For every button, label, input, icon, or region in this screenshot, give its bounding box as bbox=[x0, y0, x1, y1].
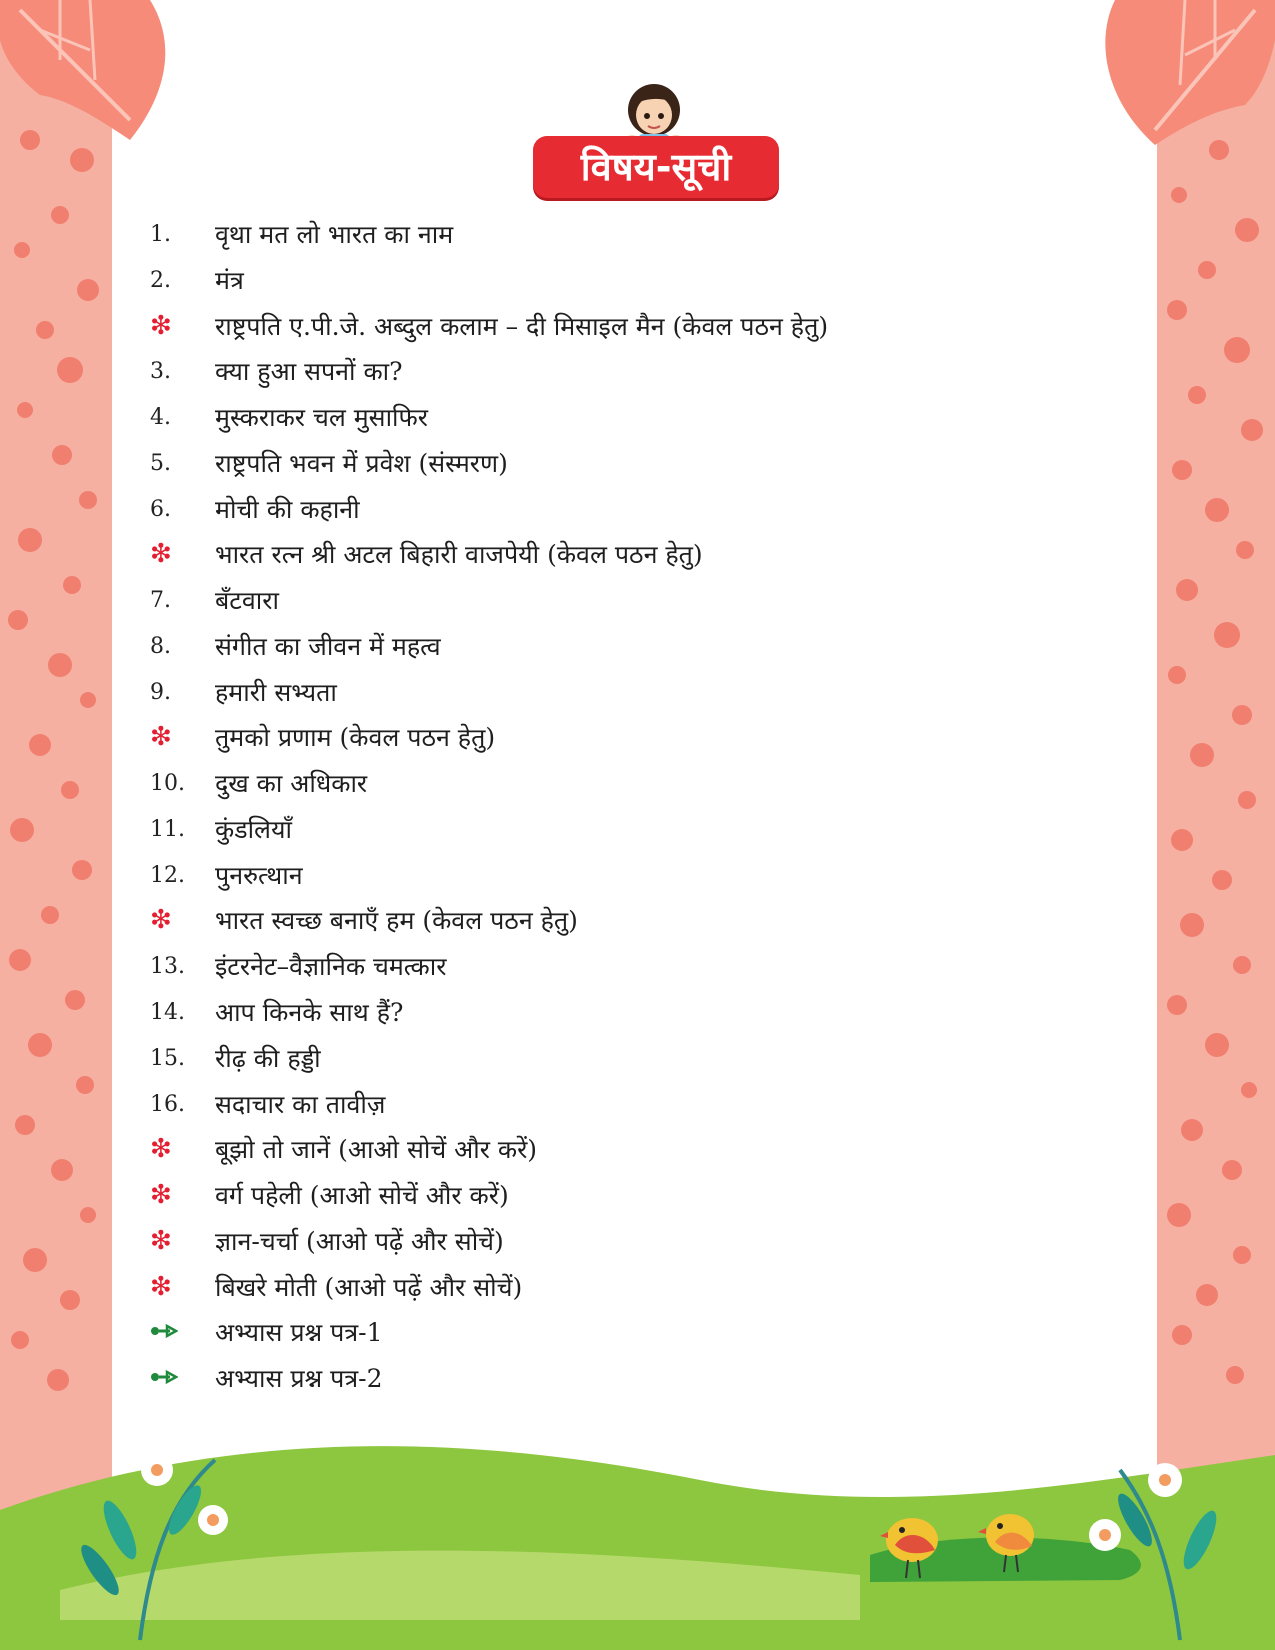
toc-title: भारत स्वच्छ बनाएँ हम (केवल पठन हेतु) bbox=[215, 906, 578, 935]
decor-dot bbox=[51, 1159, 73, 1181]
decor-dot bbox=[1233, 956, 1251, 974]
toc-entry[interactable] bbox=[150, 351, 403, 391]
decor-dot bbox=[1238, 791, 1256, 809]
toc-entry[interactable] bbox=[150, 306, 828, 346]
decor-dot bbox=[11, 1331, 29, 1349]
decor-dot bbox=[1167, 995, 1187, 1015]
decor-dot bbox=[1172, 460, 1192, 480]
decor-dot bbox=[41, 906, 59, 924]
toc-title: इंटरनेट–वैज्ञानिक चमत्कार bbox=[215, 952, 447, 981]
asterisk-flower-icon: ❇ bbox=[150, 1226, 172, 1256]
decor-dot bbox=[1235, 218, 1259, 242]
decor-dot bbox=[28, 1033, 52, 1057]
toc-entry[interactable] bbox=[150, 489, 360, 529]
toc-number: 14. bbox=[150, 999, 185, 1025]
decor-dot bbox=[18, 528, 42, 552]
toc-title: राष्ट्रपति ए.पी.जे. अब्दुल कलाम – दी मिसाइल मैन (केवल पठन हेतु) bbox=[215, 312, 829, 341]
toc-entry[interactable] bbox=[150, 1175, 509, 1215]
title-badge bbox=[533, 136, 779, 198]
asterisk-flower-icon: ❇ bbox=[150, 311, 172, 341]
toc-entry[interactable] bbox=[150, 672, 337, 712]
toc-entry[interactable] bbox=[150, 580, 279, 620]
toc-entry[interactable] bbox=[150, 397, 428, 437]
toc-number: 10. bbox=[150, 770, 185, 796]
decor-dot bbox=[14, 242, 30, 258]
decor-dot bbox=[1222, 1160, 1242, 1180]
toc-title: पुनरुत्थान bbox=[215, 861, 303, 890]
decor-dot bbox=[79, 491, 97, 509]
toc-title: आप किनके साथ हैं? bbox=[215, 998, 404, 1027]
toc-entry[interactable] bbox=[150, 992, 403, 1032]
toc-title: बँटवारा bbox=[215, 586, 279, 615]
decor-dot bbox=[1214, 622, 1240, 648]
decor-dot bbox=[61, 781, 79, 799]
decor-dot bbox=[23, 1248, 47, 1272]
toc-number: 6. bbox=[150, 496, 171, 522]
toc-title: कुंडलियाँ bbox=[215, 815, 292, 844]
decor-dot bbox=[9, 949, 31, 971]
toc-title: संगीत का जीवन में महत्व bbox=[215, 632, 441, 661]
toc-title: वृथा मत लो भारत का नाम bbox=[215, 220, 454, 249]
decor-dot bbox=[1180, 913, 1204, 937]
toc-title: मुस्कराकर चल मुसाफिर bbox=[215, 403, 429, 432]
toc-entry[interactable] bbox=[150, 717, 495, 757]
decor-dot bbox=[1205, 1033, 1229, 1057]
decor-dot bbox=[1188, 386, 1206, 404]
toc-title: तुमको प्रणाम (केवल पठन हेतु) bbox=[215, 723, 496, 752]
toc-title: बिखरे मोती (आओ पढ़ें और सोचें) bbox=[215, 1273, 523, 1302]
decor-dot bbox=[57, 357, 83, 383]
toc-entry[interactable] bbox=[150, 1038, 321, 1078]
decor-dot bbox=[1181, 1119, 1203, 1141]
toc-title: हमारी सभ्यता bbox=[215, 678, 337, 707]
asterisk-flower-icon: ❇ bbox=[150, 1134, 172, 1164]
green-arrow-icon bbox=[150, 1323, 215, 1342]
decor-dot bbox=[15, 1115, 35, 1135]
toc-entry[interactable] bbox=[150, 900, 578, 940]
decor-dot bbox=[1236, 541, 1254, 559]
decor-dot bbox=[1205, 498, 1229, 522]
decor-dot bbox=[17, 402, 33, 418]
toc-title: ज्ञान-चर्चा (आओ पढ़ें और सोचें) bbox=[215, 1227, 504, 1256]
toc-entry[interactable] bbox=[150, 443, 508, 483]
toc-title: मोची की कहानी bbox=[215, 495, 360, 524]
decor-dot bbox=[1224, 337, 1250, 363]
decor-dot bbox=[1172, 1325, 1192, 1345]
toc-number: 2. bbox=[150, 267, 171, 293]
asterisk-flower-icon: ❇ bbox=[150, 1180, 172, 1210]
grass-scene-icon bbox=[0, 1360, 1275, 1650]
toc-entry[interactable] bbox=[150, 1084, 385, 1124]
decor-dot bbox=[1241, 1082, 1257, 1098]
toc-number: 7. bbox=[150, 587, 171, 613]
decor-dot bbox=[1198, 261, 1216, 279]
decor-dot bbox=[1196, 1284, 1218, 1306]
toc-title: दुख का अधिकार bbox=[215, 769, 368, 798]
decor-dot bbox=[63, 576, 81, 594]
toc-entry[interactable] bbox=[150, 1221, 504, 1261]
decor-dot bbox=[8, 610, 28, 630]
toc-number: 1. bbox=[150, 221, 171, 247]
toc-number: 11. bbox=[150, 816, 185, 842]
toc-entry[interactable] bbox=[150, 855, 303, 895]
toc-number: 3. bbox=[150, 358, 171, 384]
toc-title: मंत्र bbox=[215, 266, 244, 295]
toc-entry[interactable] bbox=[150, 626, 441, 666]
decor-dot bbox=[1232, 705, 1252, 725]
decor-dot bbox=[80, 692, 96, 708]
toc-number: 4. bbox=[150, 404, 171, 430]
toc-number: 9. bbox=[150, 679, 171, 705]
toc-title: भारत रत्न श्री अटल बिहारी वाजपेयी (केवल पठन हेतु) bbox=[215, 540, 703, 569]
decor-dot bbox=[1171, 187, 1187, 203]
decor-dot bbox=[51, 206, 69, 224]
decor-dot bbox=[72, 860, 92, 880]
decor-dot bbox=[52, 445, 72, 465]
decor-dot bbox=[10, 818, 34, 842]
toc-entry[interactable] bbox=[150, 763, 367, 803]
decor-dot bbox=[1241, 419, 1263, 441]
decor-dot bbox=[60, 1290, 80, 1310]
decor-dot bbox=[48, 653, 72, 677]
page-title: विषय-सूची bbox=[580, 145, 732, 189]
toc-entry[interactable] bbox=[150, 1267, 522, 1307]
toc-title: सदाचार का तावीज़ bbox=[215, 1090, 386, 1119]
decor-dot bbox=[1168, 666, 1186, 684]
toc-entry[interactable] bbox=[150, 214, 453, 254]
decor-dot bbox=[1176, 579, 1198, 601]
decor-dot bbox=[36, 321, 54, 339]
decor-dot bbox=[1167, 300, 1187, 320]
decor-dot bbox=[77, 279, 99, 301]
toc-number: 5. bbox=[150, 450, 171, 476]
decor-dot bbox=[80, 1207, 96, 1223]
toc-number: 13. bbox=[150, 953, 185, 979]
decor-dot bbox=[29, 734, 51, 756]
toc-number: 8. bbox=[150, 633, 171, 659]
toc-title: अभ्यास प्रश्न पत्र-1 bbox=[215, 1318, 383, 1347]
toc-entry[interactable] bbox=[150, 1129, 537, 1169]
asterisk-flower-icon: ❇ bbox=[150, 722, 172, 752]
toc-title: बूझो तो जानें (आओ सोचें और करें) bbox=[215, 1135, 538, 1164]
decor-dot bbox=[76, 1076, 94, 1094]
toc-title: क्या हुआ सपनों का? bbox=[215, 357, 403, 386]
decor-dot bbox=[65, 990, 85, 1010]
toc-title: राष्ट्रपति भवन में प्रवेश (संस्मरण) bbox=[215, 449, 508, 478]
decor-dot bbox=[1233, 1246, 1251, 1264]
decor-dot bbox=[1167, 1203, 1191, 1227]
toc-entry[interactable] bbox=[150, 534, 703, 574]
toc-entry[interactable] bbox=[150, 260, 244, 300]
toc-entry[interactable] bbox=[150, 809, 292, 849]
toc-title: वर्ग पहेली (आओ सोचें और करें) bbox=[215, 1181, 509, 1210]
leaf-left-icon bbox=[0, 0, 190, 160]
toc-number: 15. bbox=[150, 1045, 185, 1071]
decor-dot bbox=[1212, 870, 1232, 890]
toc-entry[interactable] bbox=[150, 1312, 383, 1352]
decor-dot bbox=[1190, 743, 1214, 767]
asterisk-flower-icon: ❇ bbox=[150, 539, 172, 569]
decor-dot bbox=[1171, 829, 1193, 851]
toc-entry[interactable] bbox=[150, 946, 446, 986]
asterisk-flower-icon: ❇ bbox=[150, 905, 172, 935]
asterisk-flower-icon: ❇ bbox=[150, 1272, 172, 1302]
toc-number: 16. bbox=[150, 1091, 185, 1117]
toc-number: 12. bbox=[150, 862, 185, 888]
leaf-right-icon bbox=[1075, 0, 1275, 170]
toc-title: रीढ़ की हड्डी bbox=[215, 1044, 321, 1073]
toc-title: अभ्यास प्रश्न पत्र-2 bbox=[215, 1364, 383, 1393]
